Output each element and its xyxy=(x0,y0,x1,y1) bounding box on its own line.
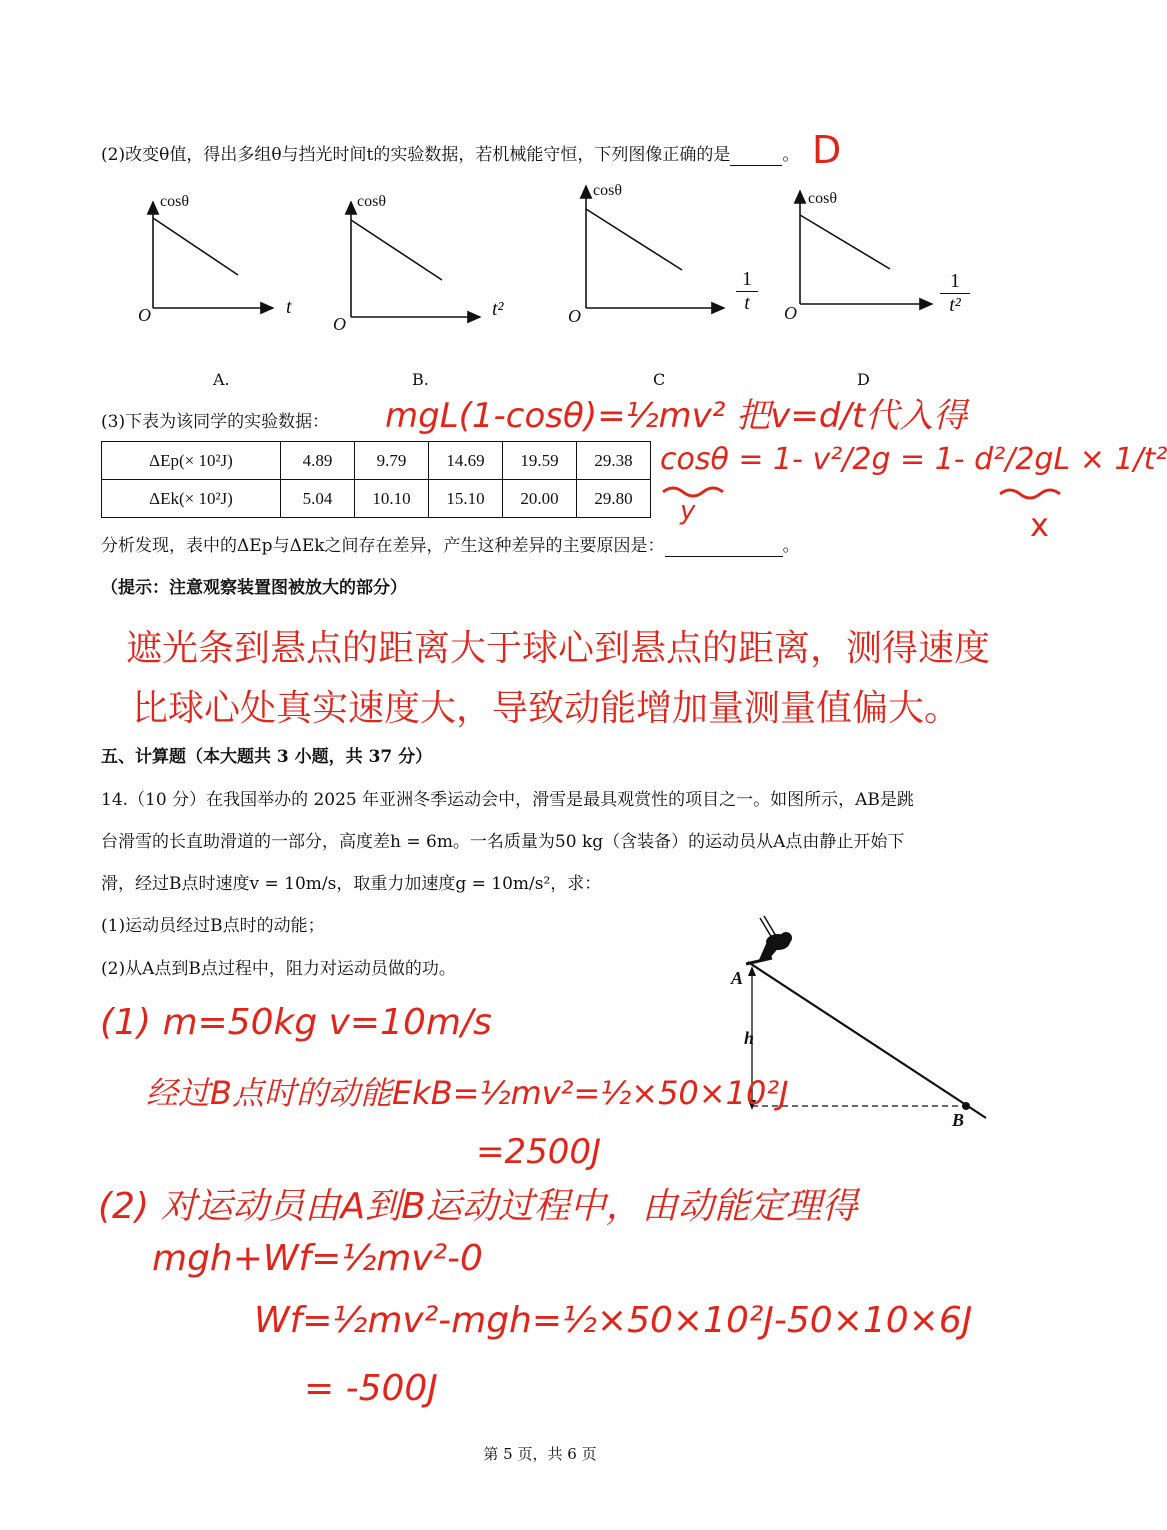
q2-stem: (2)改变θ值，得出多组θ与挡光时间t的实验数据，若机械能守恒，下列图像正确的是 xyxy=(101,145,731,165)
graph-b-line xyxy=(351,220,442,280)
hand-eq2: cosθ = 1- v²/2g = 1- d²/2gL × 1/t² xyxy=(660,442,1167,477)
graph-b-x-label: t² xyxy=(492,298,504,320)
graph-c-origin: O xyxy=(568,306,581,326)
graph-a-x-label: t xyxy=(286,296,292,318)
table-cell: 10.10 xyxy=(355,480,429,518)
graph-c-line xyxy=(586,209,682,270)
page-footer: 第 5 页，共 6 页 xyxy=(483,1445,597,1463)
table-cell: 29.80 xyxy=(577,480,651,518)
graph-b-origin: O xyxy=(333,314,346,334)
hand-reason-line2: 比球心处真实速度大，导致动能增加量测量值偏大。 xyxy=(132,688,961,729)
q14-line1: 14.（10 分）在我国举办的 2025 年亚洲冬季运动会中，滑雪是最具观赏性的项目之一。如图所示，AB是跳 xyxy=(101,790,914,810)
row-label: ΔEp(× 10²J) xyxy=(102,442,281,480)
q14-part2: (2)从A点到B点过程中，阻力对运动员做的功。 xyxy=(101,959,456,979)
hand-eq1: mgL(1-cosθ)=½mv² 把v=d/t代入得 xyxy=(385,396,968,436)
graph-d-line xyxy=(800,215,890,269)
graph-c-x-fraction xyxy=(736,268,758,315)
graph-d-origin: O xyxy=(784,303,797,323)
q2-answer-blank xyxy=(730,147,782,166)
graph-b xyxy=(351,202,480,317)
graph-a-y-label: cosθ xyxy=(160,193,189,210)
graph-d-x-den: t² xyxy=(940,293,970,317)
q14-part1: (1)运动员经过B点时的动能； xyxy=(101,916,325,936)
graph-d-x-num: 1 xyxy=(950,270,960,292)
hand-sol2-line4: = -500J xyxy=(304,1368,438,1409)
table-cell: 9.79 xyxy=(355,442,429,480)
skier-icon xyxy=(746,916,792,964)
q2-handwritten-answer: D xyxy=(812,128,842,172)
row-label: ΔEk(× 10²J) xyxy=(102,480,281,518)
q3-analysis xyxy=(101,535,800,557)
q2-end: 。 xyxy=(782,145,800,165)
table-row xyxy=(102,442,651,480)
fig-label-a: A xyxy=(731,968,744,988)
table-cell: 29.38 xyxy=(577,442,651,480)
q3-analysis-end: 。 xyxy=(782,536,800,556)
q2-text xyxy=(101,144,799,166)
q14-line2: 台滑雪的长直助滑道的一部分，高度差h = 6m。一名质量为50 kg（含装备）的运动员从A点由静止开始下 xyxy=(101,832,905,852)
hand-x-mark: x xyxy=(1030,506,1049,544)
hand-underlines xyxy=(655,478,1075,538)
graph-a xyxy=(153,202,273,308)
table-row xyxy=(102,480,651,518)
option-d-label: D xyxy=(857,370,870,389)
option-a-label: A. xyxy=(213,370,230,389)
graph-d-x-fraction xyxy=(940,270,970,317)
hand-sol2-line3: Wf=½mv²-mgh=½×50×10²J-50×10×6J xyxy=(254,1300,973,1341)
hand-sol1-line1: (1) m=50kg v=10m/s xyxy=(100,1002,492,1043)
hand-sol2-line2: mgh+Wf=½mv²-0 xyxy=(152,1238,483,1279)
graph-b-y-label: cosθ xyxy=(357,193,386,210)
graph-c-y-label: cosθ xyxy=(593,182,622,199)
q3-text: (3)下表为该同学的实验数据： xyxy=(101,412,330,432)
table-cell: 5.04 xyxy=(281,480,355,518)
hand-sol1-line3: =2500J xyxy=(476,1132,602,1172)
q3-answer-blank xyxy=(665,538,783,557)
hand-reason-line1: 遮光条到悬点的距离大于球心到悬点的距离，测得速度 xyxy=(126,628,991,669)
graph-c-x-num: 1 xyxy=(742,268,752,290)
data-table xyxy=(101,441,651,518)
hand-sol2-line1: (2) 对运动员由A到B运动过程中，由动能定理得 xyxy=(98,1186,858,1227)
graph-d-y-label: cosθ xyxy=(808,190,837,207)
hand-y-mark: y xyxy=(680,496,696,526)
graph-a-line xyxy=(153,218,238,275)
graph-c-x-den: t xyxy=(736,291,758,315)
fig-label-b: B xyxy=(952,1110,965,1130)
q14-line3: 滑，经过B点时速度v = 10m/s，取重力加速度g = 10m/s²，求： xyxy=(101,874,602,894)
option-c-label: C xyxy=(653,370,666,389)
hand-sol1-line2: 经过B点时的动能EkB=½mv²=½×50×10²J xyxy=(146,1074,789,1112)
q3-hint: （提示：注意观察装置图被放大的部分） xyxy=(101,578,407,598)
table-cell: 15.10 xyxy=(429,480,503,518)
table-cell: 19.59 xyxy=(503,442,577,480)
table-cell: 14.69 xyxy=(429,442,503,480)
fig-label-h: h xyxy=(744,1028,755,1048)
table-cell: 20.00 xyxy=(503,480,577,518)
option-b-label: B. xyxy=(412,370,429,389)
graph-a-origin: O xyxy=(138,305,151,325)
table-cell: 4.89 xyxy=(281,442,355,480)
graph-c xyxy=(586,186,724,308)
section5-title: 五、计算题（本大题共 3 小题，共 37 分） xyxy=(101,747,433,767)
q3-analysis-text: 分析发现，表中的ΔEp与ΔEk之间存在差异，产生这种差异的主要原因是： xyxy=(101,536,665,556)
